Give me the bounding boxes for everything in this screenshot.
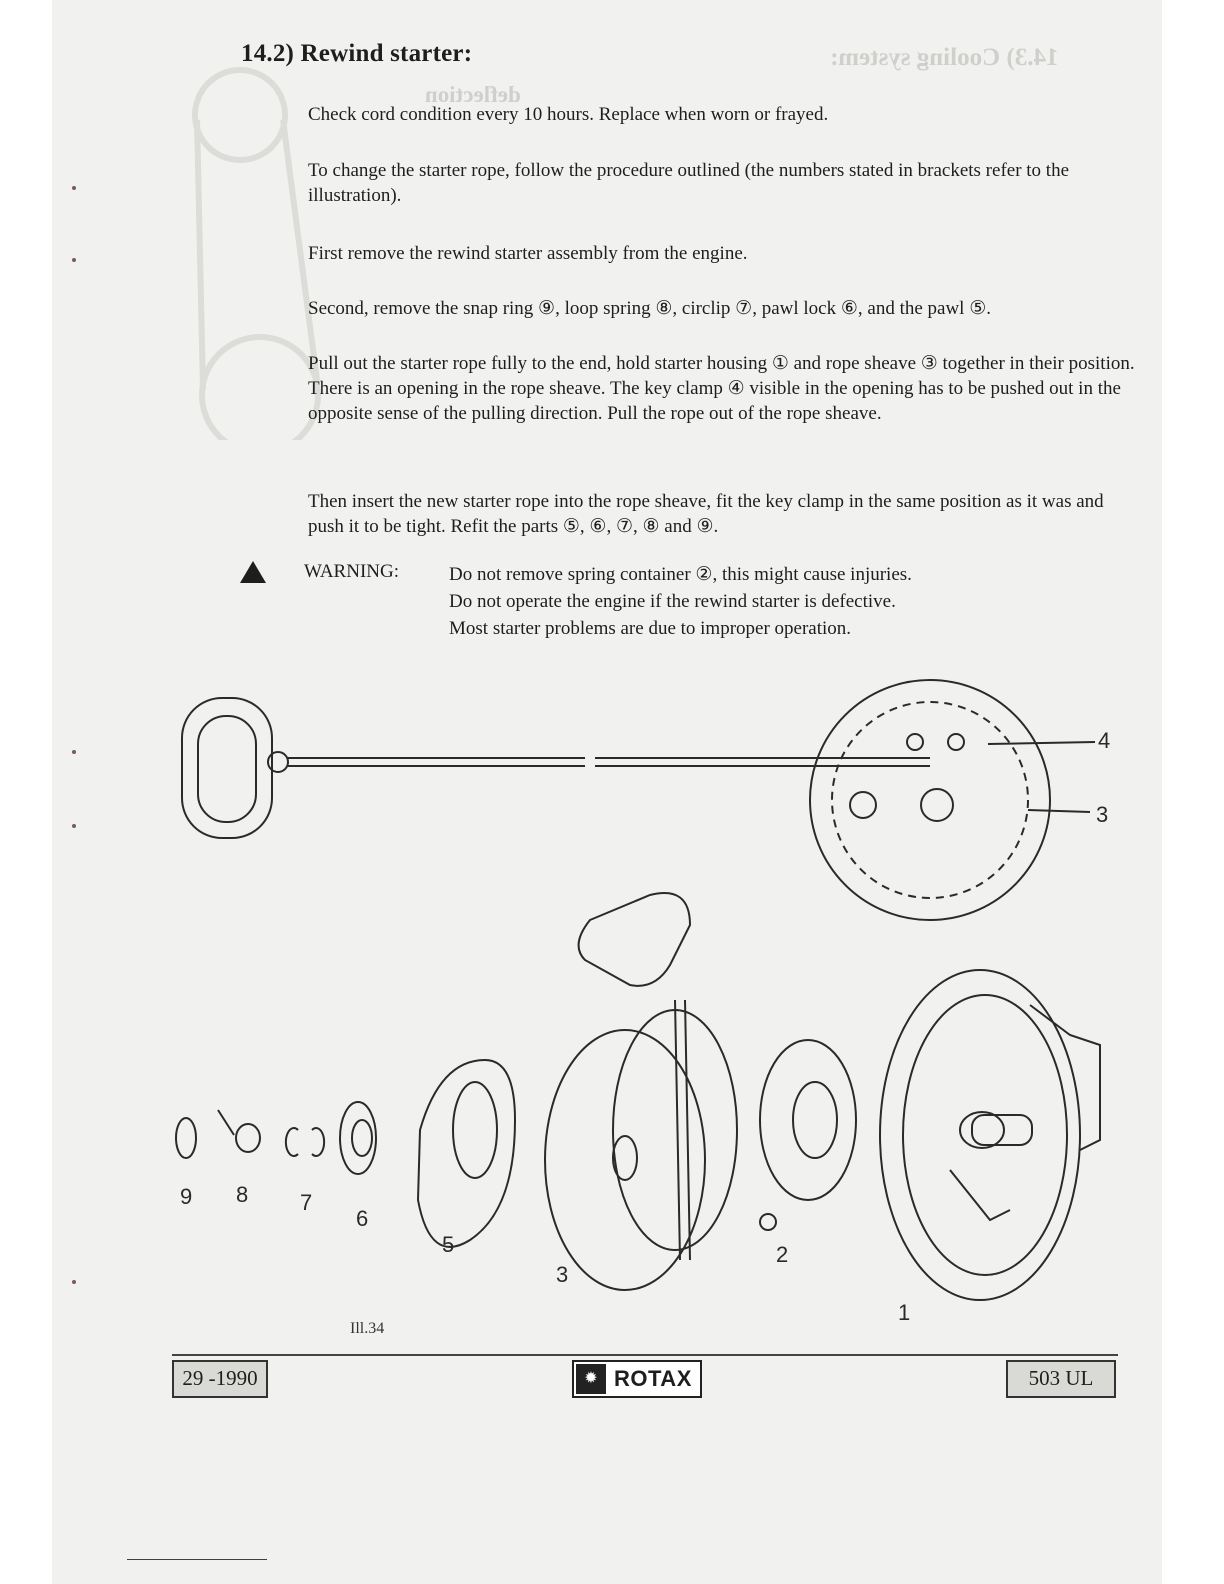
paragraph-first-step: First remove the rewind starter assembly from the engine. <box>308 243 748 264</box>
warning-label: WARNING: <box>304 561 399 582</box>
part-label-6: 6 <box>356 1206 369 1231</box>
warning-line: Most starter problems are due to improper operation. <box>449 618 852 639</box>
gear-icon: ✹ <box>576 1364 606 1394</box>
warning-block <box>240 561 1140 641</box>
warning-triangle-icon <box>240 561 266 583</box>
part-label-5: 5 <box>442 1232 455 1257</box>
paragraph-second-step: Second, remove the snap ring ⑨, loop spring ⑧, circlip ⑦, pawl lock ⑥, and the pawl ⑤. <box>308 298 991 319</box>
paragraph-change-rope: To change the starter rope, follow the procedure outlined (the numbers stated in brackets refer to the illustration). <box>308 160 1070 206</box>
part-label-9: 9 <box>180 1184 193 1209</box>
rewind-starter-illustration <box>170 660 1130 1340</box>
part-label-3: 3 <box>1096 802 1109 827</box>
footer-date-box: 29 -1990 <box>172 1360 268 1398</box>
page-title: 14.2) Rewind starter: <box>241 40 473 67</box>
margin-mark <box>72 1280 76 1284</box>
part-label-2: 2 <box>776 1242 789 1267</box>
part-label-8: 8 <box>236 1182 249 1207</box>
margin-mark <box>72 258 76 262</box>
logo-text: ROTAX <box>614 1366 692 1391</box>
ghost-heading: 14.3) Cooling system: <box>830 44 1059 71</box>
handle-shape <box>182 698 272 838</box>
warning-line: Do not operate the engine if the rewind starter is defective. <box>449 591 896 612</box>
warning-lines <box>449 561 912 642</box>
margin-mark <box>72 186 76 190</box>
footer-rule <box>172 1354 1118 1356</box>
paragraph-pull-out: Pull out the starter rope fully to the end, hold starter housing ① and rope sheave ③ together in their position. There is an opening in the rope sheave. The key clamp ④ visible in the opening has to be pushed out in the opposite sense of the pulling direction. Pull the rope out of the rope sheave. <box>308 353 1135 424</box>
margin-mark <box>72 824 76 828</box>
part-label-3-lower: 3 <box>556 1262 569 1287</box>
bottom-edge-line <box>127 1559 267 1560</box>
ghost-deflection: deflection <box>425 82 521 107</box>
part-label-1: 1 <box>898 1300 911 1325</box>
footer-model-box: 503 UL <box>1006 1360 1116 1398</box>
part-label-4: 4 <box>1098 728 1111 753</box>
exploded-view-drawing <box>170 660 1130 1340</box>
paragraph-cord-check: Check cord condition every 10 hours. Replace when worn or frayed. <box>308 104 829 125</box>
warning-line: Do not remove spring container ②, this might cause injuries. <box>449 564 912 585</box>
margin-mark <box>72 750 76 754</box>
paragraph-insert-rope: Then insert the new starter rope into the rope sheave, fit the key clamp in the same position as it was and push it to be tight. Refit the parts ⑤, ⑥, ⑦, ⑧ and ⑨. <box>308 491 1104 537</box>
part-label-7: 7 <box>300 1190 313 1215</box>
figure-caption: Ill.34 <box>350 1320 385 1337</box>
rotax-logo <box>572 1360 702 1398</box>
